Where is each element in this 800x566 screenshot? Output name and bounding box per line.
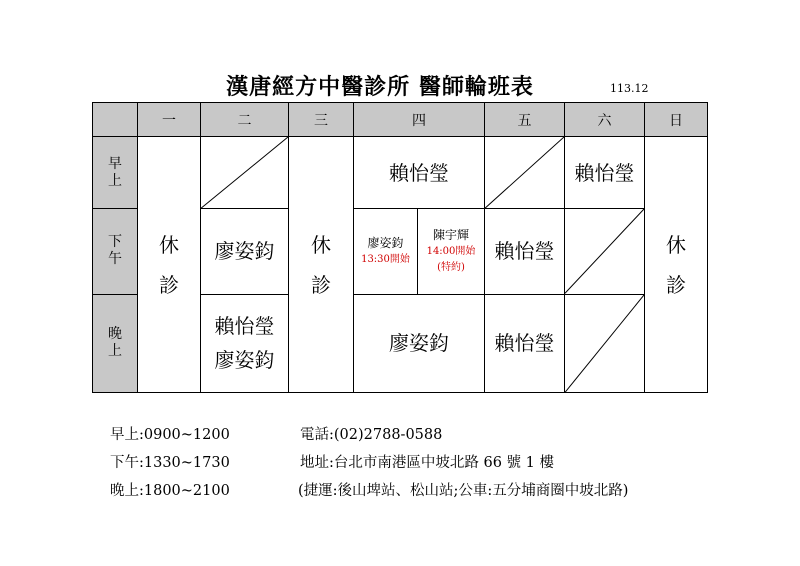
clinic-address: 地址:台北市南港區中坡北路 66 號 1 樓 bbox=[300, 455, 554, 471]
tue-afternoon-doctor: 廖姿鈞 bbox=[201, 209, 289, 294]
morning-row bbox=[93, 137, 708, 209]
day-header-fri: 五 bbox=[485, 103, 565, 137]
period-afternoon: 下午 bbox=[93, 209, 138, 294]
page-title bbox=[0, 70, 800, 101]
schedule-title: 醫師輪班表 bbox=[418, 74, 534, 100]
sat-afternoon-empty bbox=[565, 209, 645, 294]
day-header-sat: 六 bbox=[565, 103, 645, 137]
phone-number: 電話:(02)2788-0588 bbox=[300, 427, 443, 443]
transport-info: (捷運:後山埤站、松山站;公車:五分埔商圈中坡北路) bbox=[298, 483, 629, 499]
day-header-mon: 一 bbox=[138, 103, 201, 137]
day-header-thu: 四 bbox=[354, 103, 485, 137]
diagonal-line bbox=[485, 137, 564, 208]
clinic-name: 漢唐經方中醫診所 bbox=[226, 74, 411, 100]
thu-morning-doctor: 賴怡瑩 bbox=[354, 137, 485, 209]
evening-hours: 晚上:1800~2100 bbox=[110, 483, 230, 499]
diagonal-line bbox=[565, 295, 644, 392]
corner-cell bbox=[93, 103, 138, 137]
thu-afternoon-doctor-a: 廖姿鈞 13:30開始 bbox=[354, 209, 418, 294]
day-header-wed: 三 bbox=[289, 103, 354, 137]
fri-morning-empty bbox=[485, 137, 565, 209]
morning-hours: 早上:0900~1200 bbox=[110, 427, 230, 443]
tue-morning-empty bbox=[201, 137, 289, 209]
sun-closed: 休診 bbox=[645, 137, 708, 393]
thu-afternoon-doctor-b: 陳宇輝 14:00開始 (特約) bbox=[418, 209, 485, 294]
thu-evening-doctor: 廖姿鈞 bbox=[354, 294, 485, 392]
schedule-table bbox=[92, 102, 708, 393]
sat-morning-doctor: 賴怡瑩 bbox=[565, 137, 645, 209]
mon-closed: 休診 bbox=[138, 137, 201, 393]
afternoon-hours: 下午:1330~1730 bbox=[110, 455, 230, 471]
fri-evening-doctor: 賴怡瑩 bbox=[485, 294, 565, 392]
diagonal-line bbox=[565, 209, 644, 293]
period-evening: 晚上 bbox=[93, 294, 138, 392]
diagonal-line bbox=[201, 137, 288, 208]
day-header-tue: 二 bbox=[201, 103, 289, 137]
wed-closed: 休診 bbox=[289, 137, 354, 393]
day-header-row bbox=[93, 103, 708, 137]
day-header-sun: 日 bbox=[645, 103, 708, 137]
tue-evening-doctors: 賴怡瑩 廖姿鈞 bbox=[201, 294, 289, 392]
fri-afternoon-doctor: 賴怡瑩 bbox=[485, 209, 565, 294]
period-morning: 早上 bbox=[93, 137, 138, 209]
schedule-date: 113.12 bbox=[610, 82, 649, 95]
sat-evening-empty bbox=[565, 294, 645, 392]
